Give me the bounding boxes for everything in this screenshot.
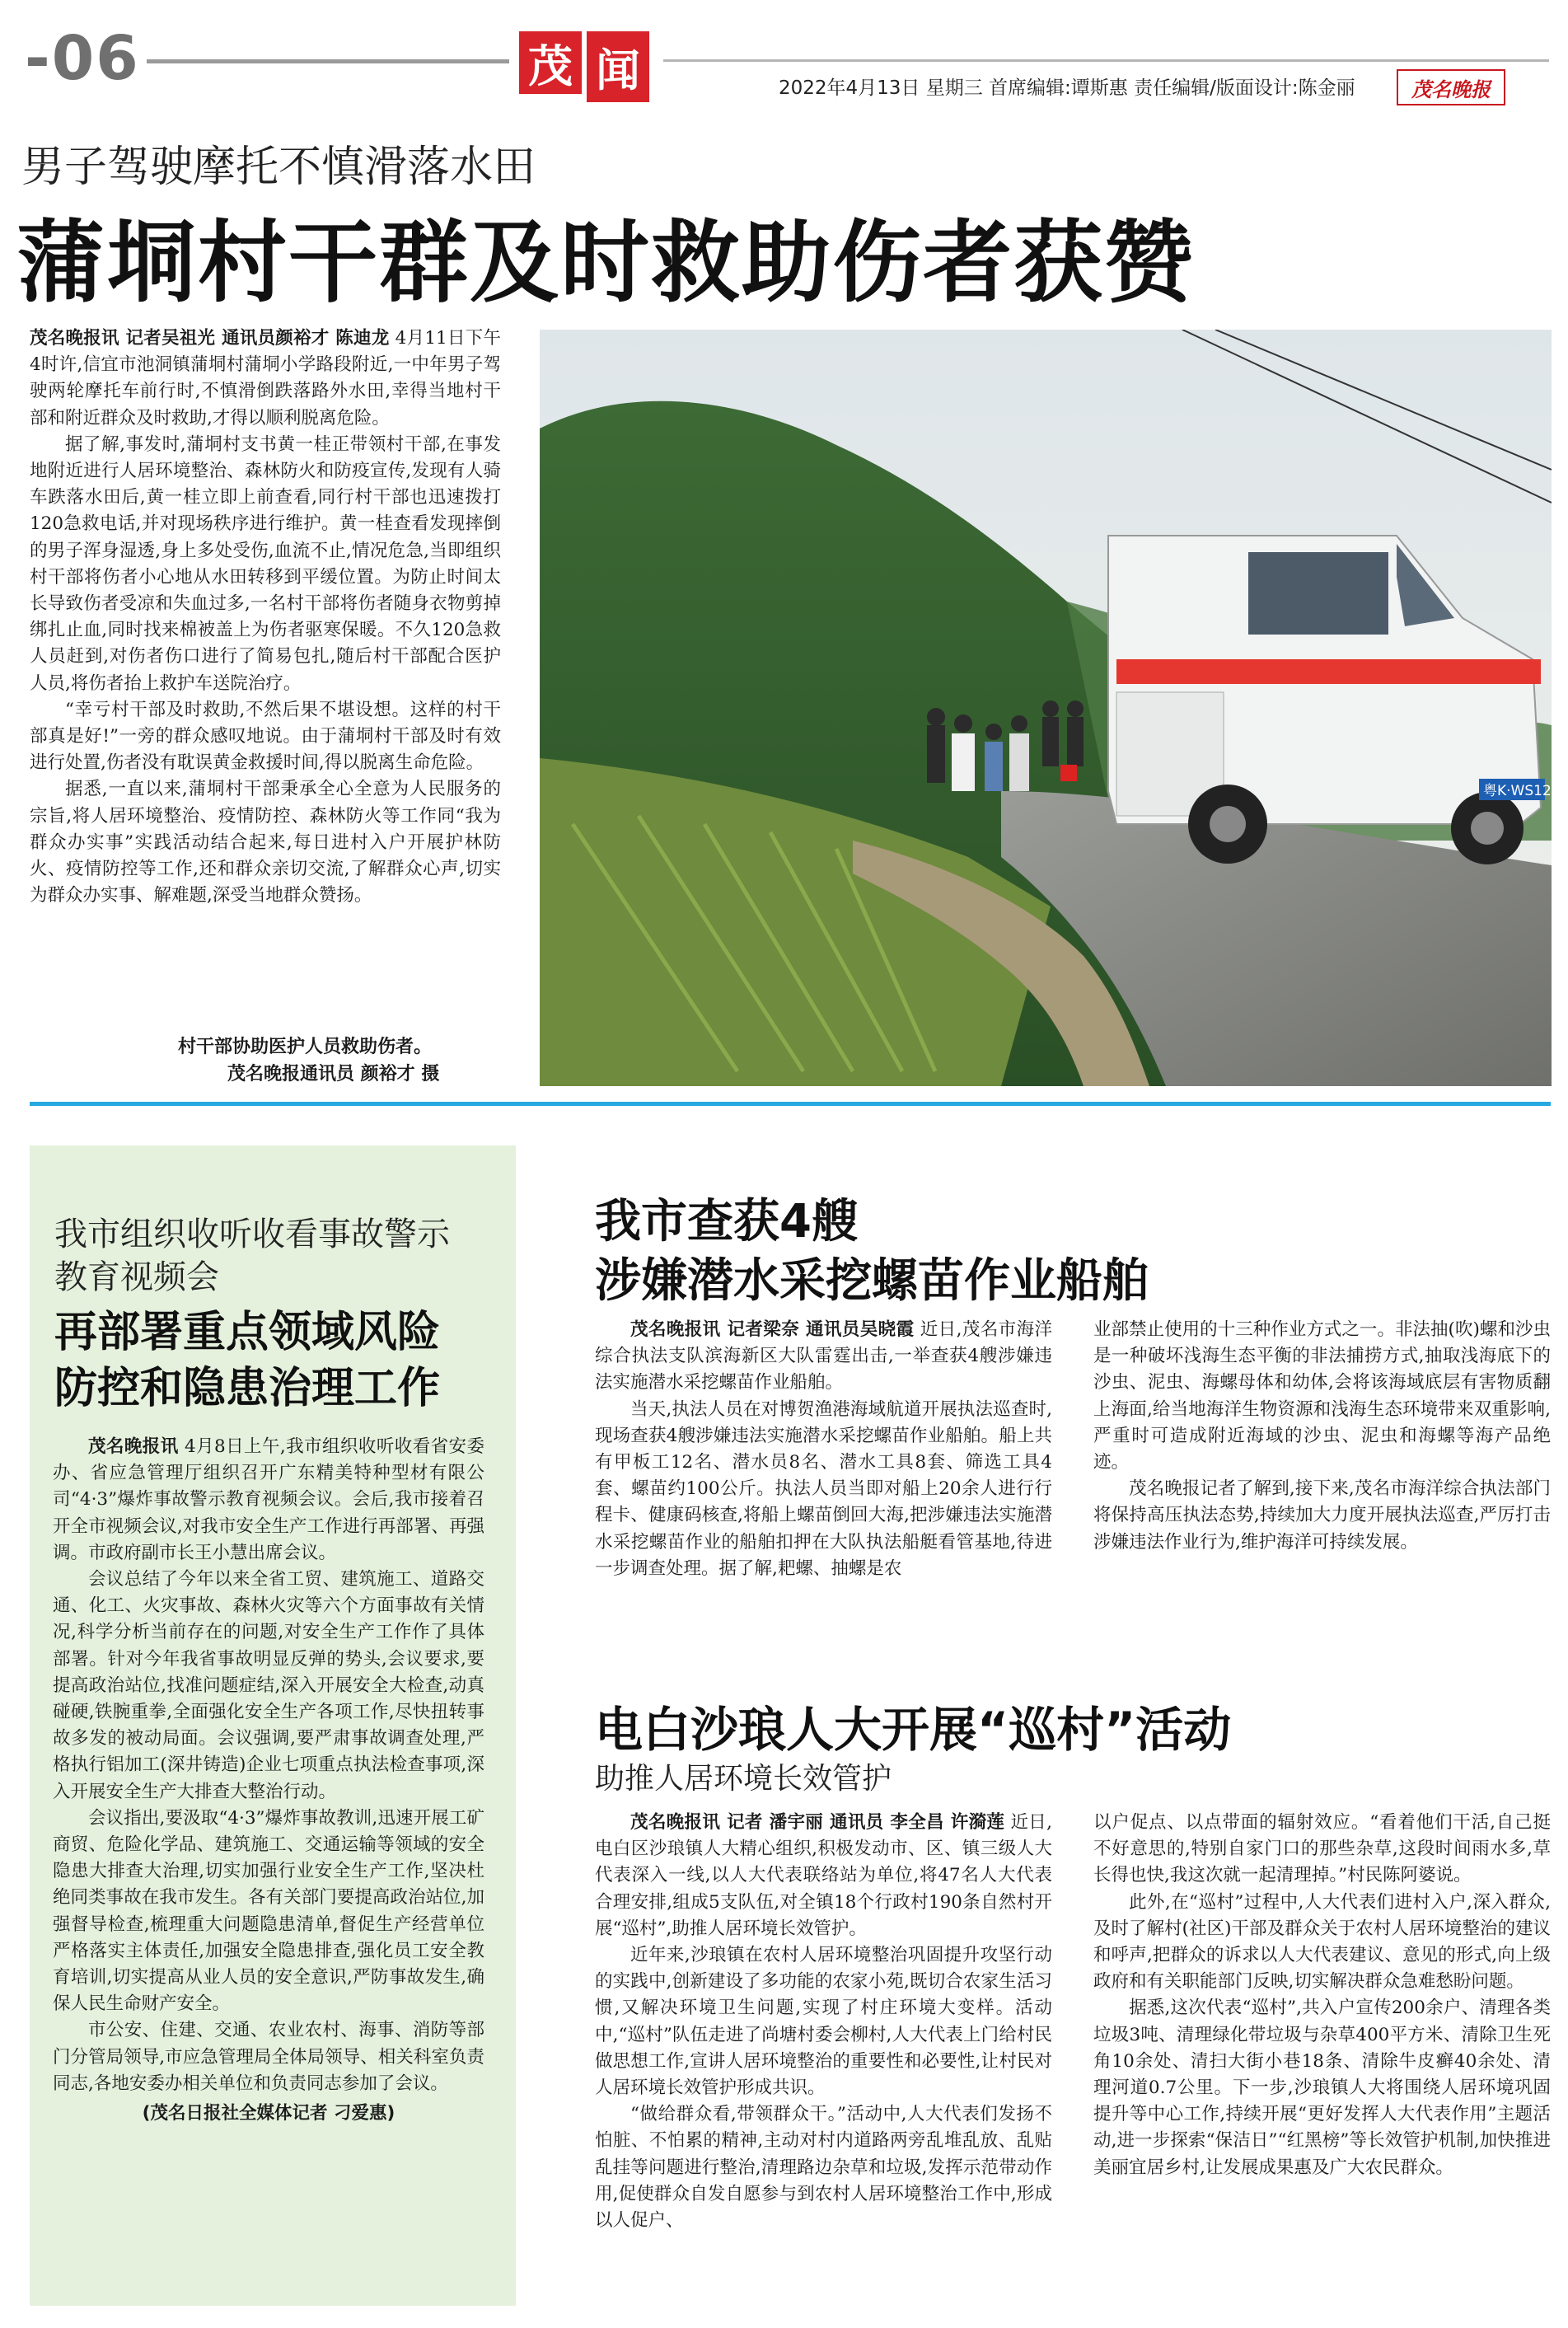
left-story-headline: 防控和隐患治理工作 [54,1364,441,1413]
lead-paragraph: 茂名晚报讯 记者吴祖光 通讯员颜裕才 陈迪龙 4月11日下午4时许,信宜市池洞镇蒲垌村蒲垌小学路段附近,一中年男子驾驶两轮摩托车前行时,不慎滑倒跌落路外水田,幸得当地村干部和附近群众及时救助,才得以顺利脱离危险。 [30,328,501,429]
village-story-subhead: 助推人居环境长效管护 [595,1762,892,1796]
left-story-paragraph: 会议指出,要汲取“4·3”爆炸事故教训,迅速开展工矿商贸、危险化学品、建筑施工、交通运输等领域的安全隐患大排查大治理,切实加强行业安全生产工作,坚决杜绝同类事故在我市发生。各有关部门要提高政治站位,加强督导检查,梳理重大问题隐患清单,督促生产经营单位严格落实主体责任,加强安全隐患排查,强化员工安全教育培训,切实提高从业人员的安全意识,严防事故发生,确保人民生命财产安全。 [53,1807,484,2015]
lead-body [30,326,501,909]
header-rule-left [147,59,509,63]
paper-logo: 茂名晚报 [1397,69,1505,105]
village-story-headline: 电白沙琅人大开展“巡村”活动 [595,1702,1232,1758]
boat-story-paragraph: 茂名晚报记者了解到,接下来,茂名市海洋综合执法部门将保持高压执法态势,持续加大力度开展执法巡查,严厉打击涉嫌违法作业行为,维护海洋可持续发展。 [1093,1478,1551,1553]
village-story-byline: 茂名晚报讯 记者 潘宇丽 通讯员 李全昌 许漪莲 [630,1812,1005,1833]
village-story-paragraph: 茂名晚报讯 记者 潘宇丽 通讯员 李全昌 许漪莲 近日,电白区沙琅镇人大精心组织,积极发动市、区、镇三级人大代表深入一线,以人大代表联络站为单位,将47名人大代表合理安排,组成5支队伍,对全镇18个行政村190条自然村开展“巡村”,助推人居环境长效管护。 [595,1812,1052,1939]
boat-story-headline: 涉嫌潜水采挖螺苗作业船舶 [595,1254,1149,1308]
left-story-credit: (茂名日报社全媒体记者 刁爱惠) [142,2103,396,2124]
left-story-paragraph: 市公安、住建、交通、农业农村、海事、消防等部门分管局领导,市应急管理局全体局领导、相关科室负责同志,各地安委办相关单位和负责同志参加了会议。 [53,2020,484,2094]
boat-story-col2 [1093,1317,1551,1556]
village-story-paragraph: “做给群众看,带领群众干。”活动中,人大代表们发扬不怕脏、不怕累的精神,主动对村内道路两旁乱堆乱放、乱贴乱挂等问题进行整治,清理路边杂草和垃圾,发挥示范带动作用,促使群众自发自愿参与到农村人居环境整治工作中,形成以人促户、 [595,2104,1052,2232]
boat-story-headline: 我市查获4艘 [595,1195,858,1248]
left-story-paragraph: 会议总结了今年以来全省工贸、建筑施工、道路交通、化工、火灾事故、森林火灾等六个方面事故有关情况,科学分析当前存在的问题,对安全生产工作作了具体部署。针对今年我省事故明显反弹的势头,会议要求,要提高政治站位,找准问题症结,深入开展安全大检查,动真碰硬,铁腕重拳,全面强化安全生产各项工作,尽快扭转事故多发的被动局面。会议强调,要严肃事故调查处理,严格执行铝加工(深井铸造)企业七项重点执法检查事项,深入开展安全生产大排查大整治行动。 [53,1569,484,1802]
village-story-col2 [1093,1810,1551,2181]
lead-photo [540,330,1552,1086]
section-badge-mao: 茂 [519,31,582,94]
photo-bucket [1060,765,1077,781]
lead-paragraph: “幸亏村干部及时救助,不然后果不堪设想。这样的村干部真是好!”一旁的群众感叹地说。由于蒲垌村干部及时有效进行处置,伤者没有耽误黄金救援时间,得以脱离生命危险。 [30,699,501,774]
boat-story-paragraph: 当天,执法人员在对博贺渔港海域航道开展执法巡查时,现场查获4艘涉嫌违法实施潜水采挖螺苗作业船舶。船上共有甲板工12名、潜水员8名、潜水工具8套、筛选工具4套、螺苗约100公斤。执法人员当即对船上20余人进行行程卡、健康码核查,将船上螺苗倒回大海,把涉嫌违法实施潜水采挖螺苗作业的船舶扣押在大队执法船艇看管基地,待进一步调查处理。据了解,耙螺、抽螺是农 [595,1398,1052,1579]
left-story-byline: 茂名晚报讯 [88,1436,179,1457]
left-story-kicker: 我市组织收听收看事故警示 [54,1216,450,1253]
village-story-paragraph: 此外,在“巡村”过程中,人大代表们进村入户,深入群众,及时了解村(社区)干部及群众关于农村人居环境整治的建议和呼声,把群众的诉求以人大代表建议、意见的形式,向上级政府和有关职能部门反映,切实解决群众急难愁盼问题。 [1093,1891,1551,1993]
header-rule-right [663,59,1549,62]
ambulance-plate: 粤K·WS12 [1483,783,1552,799]
village-story-paragraph: 据悉,这次代表“巡村”,共入户宣传200余户、清理各类垃圾3吨、清理绿化带垃圾与杂草400平方米、清除卫生死角10余处、清扫大街小巷18条、清除牛皮癣40余处、清理河道0.7公里。下一步,沙琅镇人大将围绕人居环境巩固提升等中心工作,持续开展“更好发挥人大代表作用”主题活动,进一步探索“保洁日”“红黑榜”等长效管护机制,加快推进美丽宜居乡村,让发展成果惠及广大农民群众。 [1093,1998,1551,2178]
header-meta: 2022年4月13日 星期三 首席编辑:谭斯惠 责任编辑/版面设计:陈金丽 [779,77,1355,99]
boat-story-paragraph: 茂名晚报讯 记者梁奈 通讯员吴晓霞 近日,茂名市海洋综合执法支队滨海新区大队雷霆出击,一举查获4艘涉嫌违法实施潜水采挖螺苗作业船舶。 [595,1319,1052,1394]
photo-credit: 茂名晚报通讯员 颜裕才 摄 [227,1064,440,1084]
lead-kicker: 男子驾驶摩托不慎滑落水田 [21,143,536,192]
photo-caption: 村干部协助医护人员救助伤者。 [178,1037,433,1057]
lead-paragraph: 据了解,事发时,蒲垌村支书黄一桂正带领村干部,在事发地附近进行人居环境整治、森林防火和防疫宣传,发现有人骑车跌落水田后,黄一桂立即上前查看,同行村干部也迅速拨打120急救电话,并对现场秩序进行维护。黄一桂查看发现摔倒的男子浑身湿透,身上多处受伤,血流不止,情况危急,当即组织村干部将伤者小心地从水田转移到平缓位置。为防止时间太长导致伤者受凉和失血过多,一名村干部将伤者随身衣物剪掉绑扎止血,同时找来棉被盖上为伤者驱寒保暖。不久120急救人员赶到,对伤者伤口进行了简易包扎,随后村干部配合医护人员,将伤者抬上救护车送院治疗。 [30,433,501,694]
left-story-body [53,1434,484,2127]
section-divider [30,1102,1551,1106]
village-story-paragraph: 以户促点、以点带面的辐射效应。“看着他们干活,自己挺不好意思的,特别自家门口的那些杂草,这段时间雨水多,草长得也快,我这次就一起清理掉。”村民陈阿婆说。 [1093,1812,1551,1886]
left-story-headline: 再部署重点领域风险 [54,1308,441,1357]
page-number: -06 [25,23,140,94]
boat-story-byline: 茂名晚报讯 记者梁奈 通讯员吴晓霞 [630,1319,915,1340]
lead-paragraph: 据悉,一直以来,蒲垌村干部秉承全心全意为人民服务的宗旨,将人居环境整治、疫情防控、森林防火等工作同“我为群众办实事”实践活动结合起来,每日进村入户开展护林防火、疫情防控等工作,还和群众亲切交流,了解群众心声,切实为群众办实事、解难题,深受当地群众赞扬。 [30,779,501,906]
lead-headline: 蒲垌村干群及时救助伤者获赞 [16,212,1196,315]
boat-story-col1 [595,1317,1052,1582]
lead-byline: 茂名晚报讯 记者吴祖光 通讯员颜裕才 陈迪龙 [30,328,390,349]
left-story-kicker: 教育视频会 [54,1258,219,1296]
boat-story-paragraph: 业部禁止使用的十三种作业方式之一。非法抽(吹)螺和沙虫是一种破坏浅海生态平衡的非法捕捞方式,抽取浅海底下的沙虫、泥虫、海螺母体和幼体,会将该海域底层有害物质翻上海面,给当地海洋生物资源和浅海生态环境带来双重影响,严重时可造成附近海域的沙虫、泥虫和海螺等海产品绝迹。 [1093,1319,1551,1473]
section-badge-wen: 闻 [587,31,649,102]
village-story-paragraph: 近年来,沙琅镇在农村人居环境整治巩固提升攻坚行动的实践中,创新建设了多功能的农家小苑,既切合农家生活习惯,又解决环境卫生问题,实现了村庄环境大变样。活动中,“巡村”队伍走进了尚塘村委会柳村,人大代表上门给村民做思想工作,宣讲人居环境整治的重要性和必要性,让村民对人居环境长效管护形成共识。 [595,1945,1052,2099]
village-story-col1 [595,1810,1052,2234]
left-story-paragraph: 茂名晚报讯 4月8日上午,我市组织收听收看省安委办、省应急管理厅组织召开广东精美特种型材有限公司“4·3”爆炸事故警示教育视频会议。会后,我市接着召开全市视频会议,对我市安全生产工作进行再部署、再强调。市政府副市长王小慧出席会议。 [53,1436,484,1563]
